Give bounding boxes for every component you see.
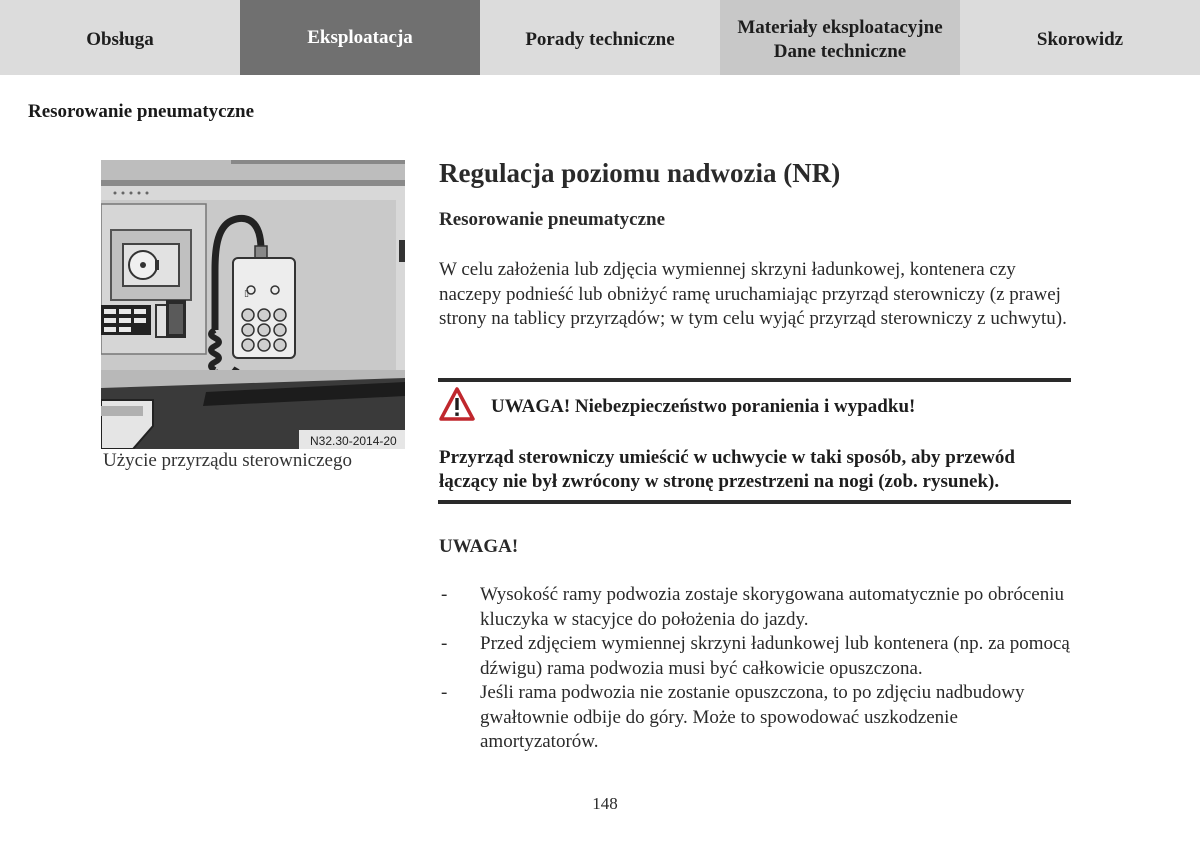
tab-label: Eksploatacja	[307, 26, 413, 48]
figure-caption: Użycie przyrządu sterowniczego	[103, 450, 352, 471]
note-list	[439, 583, 1079, 755]
list-item: - Wysokość ramy podwozia zostaje skorygowana automatycznie po obróceniu kluczyka w stacyjce do położenia do jazdy.	[439, 583, 1079, 632]
warning-title: UWAGA! Niebezpieczeństwo poranienia i wypadku!	[491, 395, 916, 417]
section-title: Resorowanie pneumatyczne	[28, 101, 255, 122]
tab-label: Skorowidz	[1036, 28, 1124, 50]
tab-materialy-dane-techniczne[interactable]	[720, 0, 960, 75]
tab-obsluga[interactable]	[0, 0, 240, 75]
page-heading: Regulacja poziomu nadwozia (NR)	[439, 158, 841, 188]
tab-label: Obsługa	[86, 28, 154, 50]
warning-header	[439, 387, 915, 426]
warning-top-rule	[438, 378, 1071, 382]
note-title: UWAGA!	[439, 536, 519, 557]
control-unit-illustration	[101, 160, 405, 449]
top-navigation	[0, 0, 1200, 75]
tab-porady-techniczne[interactable]	[480, 0, 720, 75]
page-subheading: Resorowanie pneumatyczne	[439, 209, 666, 230]
tab-label: Porady techniczne	[525, 28, 675, 50]
warning-text: Przyrząd sterowniczy umieścić w uchwycie w taki sposób, aby przewód łączący nie był zwrócony w stronę przestrzeni na nogi (zob. rysunek).	[439, 447, 1015, 492]
warning-triangle-icon	[439, 387, 475, 426]
tab-label: Materiały eksploatacyjne Dane techniczne	[737, 16, 943, 62]
figure-code: N32.30-2014-20	[310, 434, 397, 448]
svg-text:▯: ▯	[244, 289, 249, 299]
list-item: - Przed zdjęciem wymiennej skrzyni ładunkowej lub kontenera (np. za pomocą dźwigu) rama podwozia musi być całkowicie opuszczona.	[439, 632, 1079, 681]
page-number: 148	[592, 794, 618, 813]
intro-paragraph: W celu założenia lub zdjęcia wymiennej skrzyni ładunkowej, kontenera czy naczepy podnieść lub obniżyć ramę uruchamiając przyrząd sterowniczy (z prawej strony na tablicy przyrządów; w tym celu wyjąć przyrząd sterowniczy z uchwytu).	[439, 259, 1067, 329]
tab-eksploatacja[interactable]	[240, 0, 480, 75]
tab-skorowidz[interactable]	[960, 0, 1200, 75]
list-item: - Jeśli rama podwozia nie zostanie opuszczona, to po zdjęciu nadbudowy gwałtownie odbije do góry. Może to spowodować uszkodzenie amortyzatorów.	[439, 681, 1079, 755]
warning-bottom-rule	[438, 500, 1071, 504]
